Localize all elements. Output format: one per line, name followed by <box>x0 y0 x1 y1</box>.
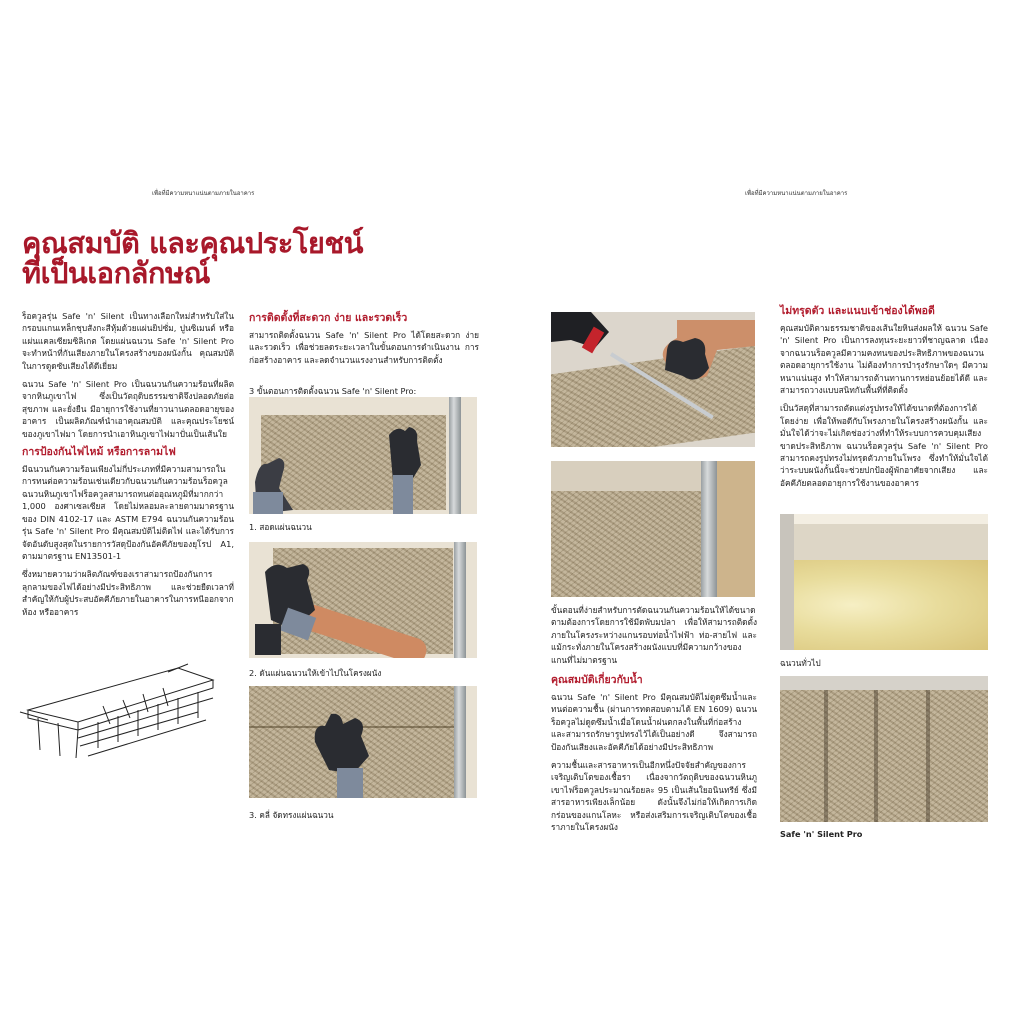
water-paragraph: ฉนวน Safe 'n' Silent Pro มีคุณสมบัติไม่ดูดซึมน้ำและทนต่อความชื้น (ผ่านการทดสอบตามได้ EN 1609) ฉนวนร็อควูลไม่ดูดซึมน้ำเมื่อโดนน้ำฝนตกลงในพื้นที่ก่อสร้าง และสามารถรักษารูปทรงไว้ได้เป็นอย่างดี จึงสามารถป้องกันเสียงและอัคคีภัยได้อย่างมีประสิทธิภาพ <box>551 692 757 752</box>
glove-left-icon <box>249 452 309 514</box>
middle-column <box>249 312 479 366</box>
generic-insulation-photo <box>780 514 988 650</box>
page-title <box>22 228 363 288</box>
fire-benefit-paragraph: ซึ่งหมายความว่าผลิตภัณฑ์ของเราสามารถป้องกันการลุกลามของไฟได้อย่างมีประสิทธิภาพ และช่วยยืดเวลาที่สำคัญให้กับผู้ประสบอัคคีภัยภายในอาคารในการหนีออกจากห้อง หรืออาคาร <box>22 569 234 617</box>
running-head-left: เพื่อที่มีความหนาแน่นตามภายในอาคาร <box>152 190 255 197</box>
title-line-1: คุณสมบัติ และคุณประโยชน์ <box>22 226 363 260</box>
steps-intro: 3 ขั้นตอนการติดตั้งฉนวน Safe 'n' Silent Pro: <box>249 386 417 396</box>
glove-holding-icon <box>647 320 755 390</box>
running-head-right: เพื่อที่มีความหนาแน่นตามภายในอาคาร <box>745 190 848 197</box>
cutting-photo <box>551 312 755 447</box>
right-column-1 <box>551 604 757 834</box>
step-1-photo <box>249 397 477 514</box>
glove-right-icon <box>379 425 429 514</box>
right-column-2 <box>780 305 988 489</box>
safe-n-silent-caption: Safe 'n' Silent Pro <box>780 829 863 839</box>
safe-n-silent-photo <box>780 676 988 822</box>
installation-heading: การติดตั้งที่สะดวก ง่าย และรวดเร็ว <box>249 312 408 324</box>
water-heading: คุณสมบัติเกี่ยวกับน้ำ <box>551 674 643 687</box>
step-2-photo <box>249 542 477 658</box>
step-2-caption: 2. ดันแผ่นฉนวนให้เข้าไปในโครงผนัง <box>249 668 382 678</box>
intro-paragraph: ร็อควูลรุ่น Safe 'n' Silent เป็นทางเลือกใหม่สำหรับใส่ในกรอบแกนเหล็กชุบสังกะสีหุ้มด้วยแผ่นยิปซั่ม, ปูนซิเมนต์ หรือ แผ่นแคลเซียมซิลิเกต โดยแผ่นฉนวน Safe 'n' Silent Pro จะทำหน้าที่กันเสียงภายในโครงสร้างของผนังกั้น คุณสมบัติในการดูดซับเสียงได้ดีเยี่ยม <box>22 311 234 371</box>
knife-hand-icon <box>551 312 621 372</box>
step-3-caption: 3. คลี่ จัดทรงแผ่นฉนวน <box>249 810 334 820</box>
no-sag-heading: ไม่ทรุดตัว และแนบเข้าช่องได้พอดี <box>780 305 935 317</box>
material-paragraph: ฉนวน Safe 'n' Silent Pro เป็นฉนวนกันความร้อนที่ผลิตจากหินภูเขาไฟ ซึ่งเป็นวัตถุดิบธรรมชาติจึงปลอดภัยต่อสุขภาพ และยั่งยืน มีอายุการใช้งานที่ยาวนานตลอดอายุของอาคาร เป็นผลิตภัณฑ์นำเอาคุณสมบัติ และคุณประโยชน์ของภูเขาไฟมา โดยการนำเอาหินภูเขาไฟมาปั่นเป็นเส้นใย <box>22 379 234 439</box>
installation-paragraph: สามารถติดตั้งฉนวน Safe 'n' Silent Pro ได้โดยสะดวก ง่าย และรวดเร็ว เพื่อช่วยลดระยะเวลาในขั้นตอนการดำเนินงาน การก่อสร้างอาคาร และลดจำนวนแรงงานสำหรับการติดตั้ง <box>249 330 479 365</box>
building-sketch-illustration <box>18 660 218 760</box>
cavity-photo <box>551 461 755 597</box>
mould-paragraph: ความชื้นและสารอาหารเป็นอีกหนึ่งปัจจัยสำคัญของการเจริญเติบโตของเชื้อรา เนื่องจากวัตถุดิบของฉนวนหินภูเขาไฟร็อควูลประมาณร้อยละ 95 เป็นเส้นใยอนินทรีย์ ซึ่งมีสารอาหารเพียงเล็กน้อย ดังนั้นจึงไม่ก่อให้เกิดการเกิดกร่อนของแกนโลหะ หรือส่งเสริมการเจริญเติบโตของเชื้อราภายในโครงผนัง <box>551 760 757 833</box>
no-sag-paragraph: คุณสมบัติตามธรรมชาติของเส้นใยหินส่งผลให้ ฉนวน Safe 'n' Silent Pro เป็นการลงทุนระยะยาวที่ชาญฉลาด เนื่องจากฉนวนร็อควูลมีความคงทนของประสิทธิภาพของฉนวนตลอดอายุการใช้งาน ไม่ต้องทำการบำรุงรักษาใดๆ มีความหนาแน่นสูง ทำให้สามารถต้านทานการหย่อนย้อยได้ดี และสามารถวางแบบสนิทกันพื้นที่ที่ติดตั้ง <box>780 323 988 396</box>
glove-pushing-icon <box>253 560 323 655</box>
glove-fluffing-icon <box>309 712 379 798</box>
left-column <box>22 310 234 618</box>
fire-heading: การป้องกันไฟไหม้ หรือการลามไฟ <box>22 446 176 459</box>
generic-insulation-caption: ฉนวนทั่วไป <box>780 658 821 668</box>
fire-paragraph: มีฉนวนกันความร้อนเพียงไม่กี่ประเภทที่มีความสามารถในการทนต่อความร้อนเช่นเดียวกับฉนวนกันความร้อนร็อควูล ฉนวนหินภูเขาไฟร็อควูลสามารถทนต่ออุณหภูมิที่มากกว่า 1,000 องศาเซลเซียส โดยไม่หลอมละลายตามมาตรฐานของ DIN 4102-17 และ ASTM E794 ฉนวนกันความร้อนรุ่น Safe 'n' Silent Pro มีคุณสมบัติไม่ติดไฟ และได้รับการจัดอันดับสูงสุดในรายการวัสดุป้องกันอัคคีภัยของยุโรป A1, ตามมาตรฐาน EN13501-1 <box>22 464 234 561</box>
fit-paragraph: เป็นวัสดุที่สามารถตัดแต่งรูปทรงให้ได้ขนาดที่ต้องการได้โดยง่าย เพื่อให้พอดีกับโพรงภายในโครงสร้างผนังกั้น และมั่นใจได้ว่าจะไม่เกิดช่องว่างที่ทำให้ระบบการควบคุมเสียงขาดประสิทธิภาพ ฉนวนร็อควูลรุ่น Safe 'n' Silent Pro สามารถคงรูปทรงไม่ทรุดตัวภายในโพรง ซึ่งทำให้มั่นใจได้ว่าระบบผนังกั้นนี้จะช่วยปกป้องผู้พักอาศัยจากเสียง และอัคคีภัยตลอดอายุการใช้งานของอาคาร <box>780 403 988 488</box>
title-line-2: ที่เป็นเอกลักษณ์ <box>22 256 210 290</box>
step-1-caption: 1. สอดแผ่นฉนวน <box>249 522 312 532</box>
step-3-photo <box>249 686 477 798</box>
cutting-paragraph: ขั้นตอนที่ง่ายสำหรับการตัดฉนวนกันความร้อนให้ได้ขนาดตามต้องการโดยการใช้มีดพับมปลา เพื่อให้สามารถติดตั้งภายในโครงระหว่างแกนรอบท่อน้ำไฟฟ้า ท่อ-สายไฟ และแม้กระทั่งภายในโครงสร้างผนังแบบที่มีความกว้างของแกนที่ไม่มาตรฐาน <box>551 605 757 665</box>
